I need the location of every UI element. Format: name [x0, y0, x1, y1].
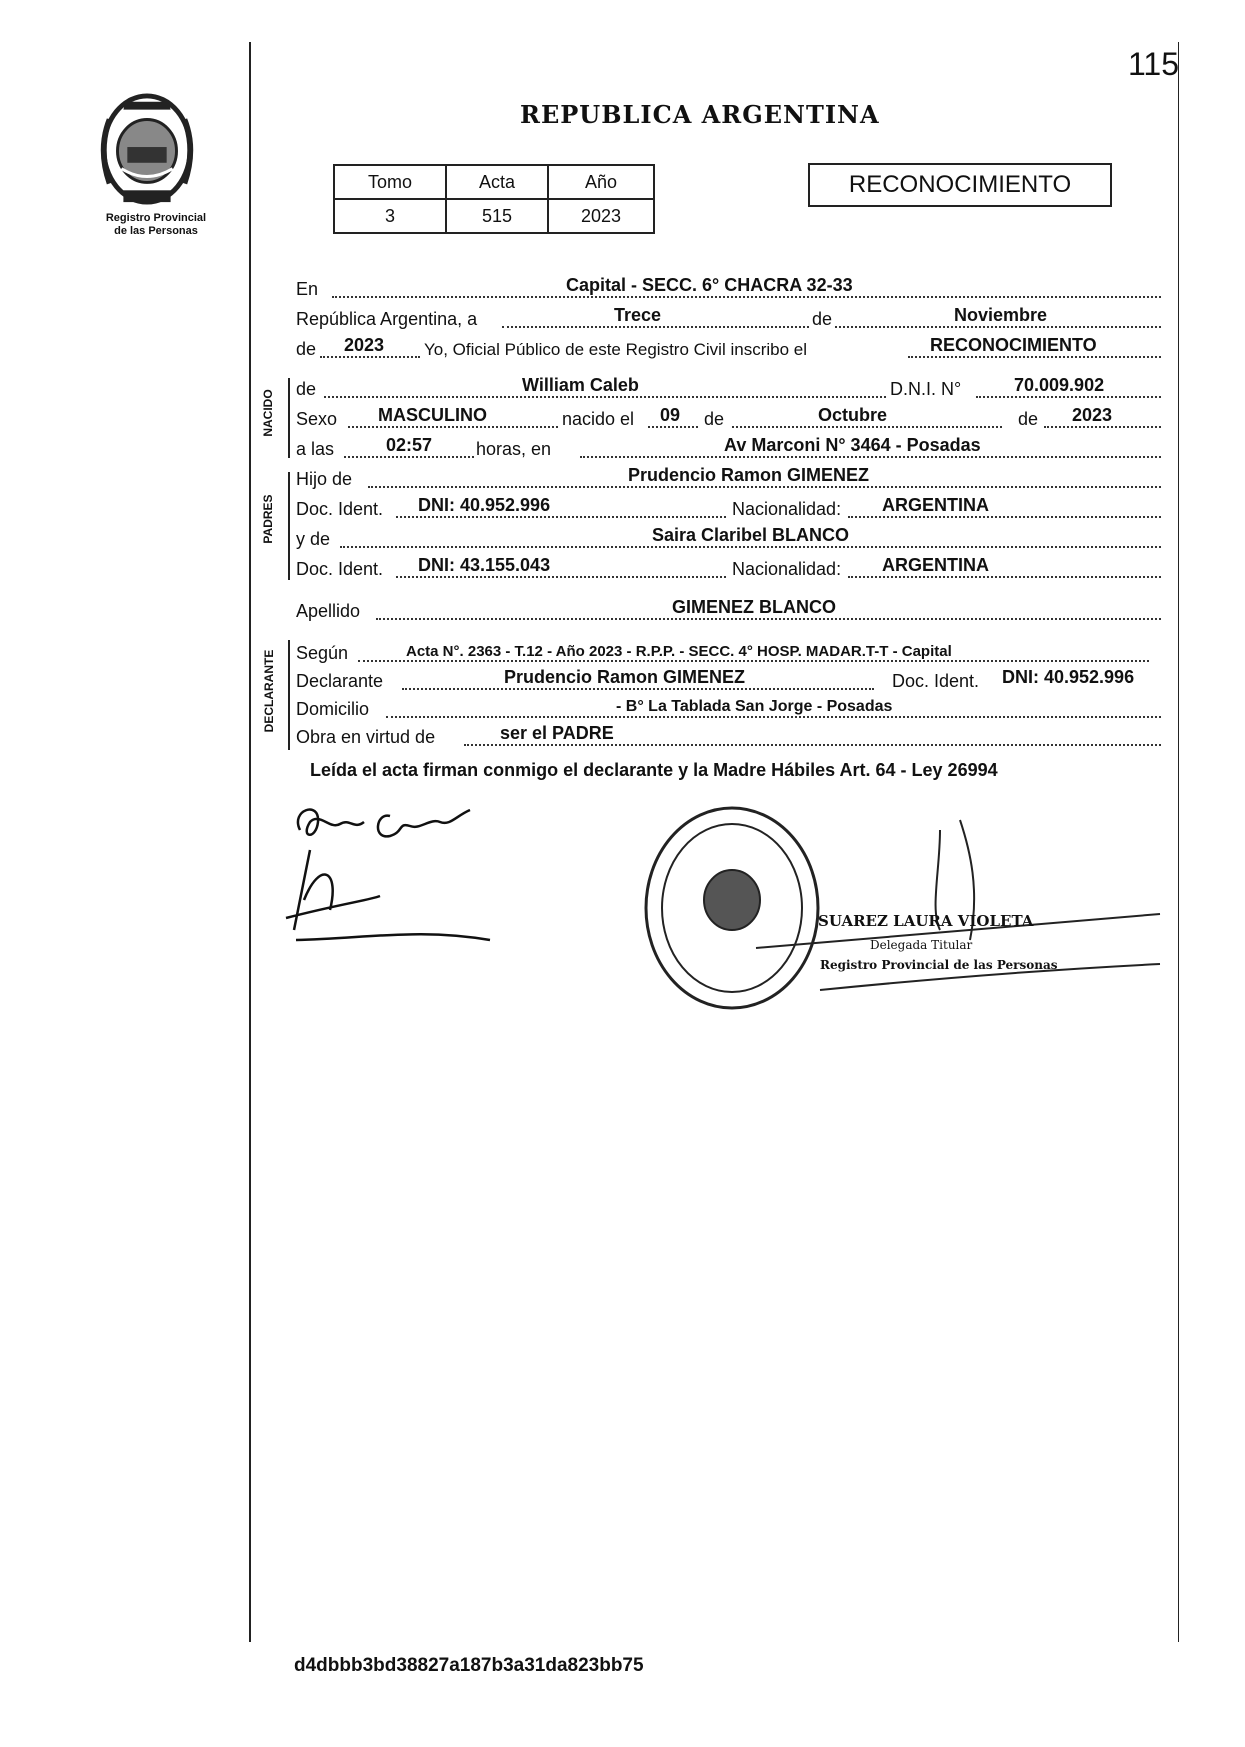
table-header-tomo: Tomo	[334, 165, 446, 199]
row-obra	[296, 720, 1161, 750]
row-padre-doc	[296, 492, 1161, 522]
declarante-doc: DNI: 40.952.996	[1002, 667, 1135, 687]
apellido-label: Apellido	[296, 601, 361, 621]
left-margin-line	[249, 42, 251, 1642]
hijo-label: Hijo de	[296, 469, 353, 489]
provincia-de-misiones-emblem	[88, 90, 206, 208]
domicilio-label: Domicilio	[296, 699, 370, 719]
dots	[320, 356, 420, 358]
registry-label-line1: Registro Provincial	[105, 212, 207, 224]
dots	[358, 660, 1149, 662]
nacionalidad-label: Nacionalidad:	[732, 499, 842, 519]
row-sexo	[296, 402, 1161, 432]
declarante-bracket	[288, 640, 290, 750]
de-label: de	[812, 309, 833, 329]
dia-value: Trece	[614, 305, 662, 325]
dots	[348, 426, 558, 428]
declarante-label: Declarante	[296, 671, 384, 691]
dni-label: D.N.I. N°	[890, 379, 962, 399]
nac-anio-value: 2023	[1072, 405, 1113, 425]
nacido-label: nacido el	[562, 409, 635, 429]
domicilio-value: - B° La Tablada San Jorge - Posadas	[616, 698, 893, 715]
dots	[396, 516, 726, 518]
nombre-value: William Caleb	[522, 375, 639, 395]
row-madre	[296, 522, 1161, 552]
row-declarante	[296, 664, 1161, 694]
dots	[464, 744, 1161, 746]
table-header-anio: Año	[548, 165, 654, 199]
padres-bracket	[288, 472, 290, 580]
nac-dia-value: 09	[660, 405, 681, 425]
row-republica	[296, 302, 1161, 332]
docid-label: Doc. Ident.	[296, 499, 384, 519]
dots	[976, 396, 1161, 398]
table-cell-tomo: 3	[334, 199, 446, 233]
table-header-acta: Acta	[446, 165, 548, 199]
dots	[1044, 426, 1161, 428]
en-label: En	[296, 279, 319, 299]
lugar-nacimiento-value: Av Marconi N° 3464 - Posadas	[724, 435, 981, 455]
hora-value: 02:57	[386, 435, 433, 455]
closing-text: Leída el acta firman conmigo el declarante y la Madre Hábiles Art. 64 - Ley 26994	[310, 760, 998, 780]
docid2-label: Doc. Ident.	[296, 559, 384, 579]
sexo-value: MASCULINO	[378, 405, 487, 425]
document-title: REPUBLICA ARGENTINA	[520, 100, 880, 129]
declarante-signature	[280, 800, 520, 950]
row-nombre	[296, 372, 1161, 402]
row-hora	[296, 432, 1161, 462]
dots	[580, 456, 1161, 458]
inscribo-value: RECONOCIMIENTO	[930, 335, 1097, 355]
dots	[368, 486, 1161, 488]
row-oficial	[296, 332, 1161, 362]
segun-value: Acta N°. 2363 - T.12 - Año 2023 - R.P.P. - SECC. 4° HOSP. MADAR.T-T - Capital	[406, 643, 952, 660]
madre-doc: DNI: 43.155.043	[418, 555, 551, 575]
registry-label	[86, 212, 226, 238]
obra-label: Obra en virtud de	[296, 727, 436, 747]
nacionalidad2-label: Nacionalidad:	[732, 559, 842, 579]
madre-nombre: Saira Claribel BLANCO	[652, 525, 850, 545]
row-madre-doc	[296, 552, 1161, 582]
de4-label: de	[704, 409, 725, 429]
declarante-side-label: DECLARANTE	[262, 649, 276, 733]
row-en	[296, 272, 1161, 302]
row-domicilio	[296, 692, 1161, 722]
apellido-value: GIMENEZ BLANCO	[672, 597, 836, 617]
dni-value: 70.009.902	[1014, 375, 1105, 395]
de2-label: de	[296, 339, 317, 359]
dots	[402, 688, 874, 690]
dots	[324, 396, 886, 398]
dots	[848, 576, 1161, 578]
row-apellido	[296, 594, 1161, 624]
dots	[908, 356, 1161, 358]
padres-side-label: PADRES	[261, 494, 275, 544]
alas-label: a las	[296, 439, 335, 459]
de5-label: de	[1018, 409, 1039, 429]
padre-doc: DNI: 40.952.996	[418, 495, 551, 515]
segun-label: Según	[296, 643, 349, 663]
dots	[848, 516, 1161, 518]
nac-mes-value: Octubre	[818, 405, 888, 425]
padre-nacionalidad: ARGENTINA	[882, 495, 989, 515]
dots	[340, 546, 1161, 548]
dots	[732, 426, 1002, 428]
row-segun	[296, 636, 1161, 666]
sexo-label: Sexo	[296, 409, 338, 429]
docid3-label: Doc. Ident.	[892, 671, 980, 691]
anio-value: 2023	[344, 335, 385, 355]
republica-label: República Argentina, a	[296, 309, 478, 329]
mes-value: Noviembre	[954, 305, 1048, 325]
official-name: SUAREZ LAURA VIOLETA	[818, 912, 1034, 930]
madre-nacionalidad: ARGENTINA	[882, 555, 989, 575]
dots	[648, 426, 698, 428]
table-cell-anio: 2023	[548, 199, 654, 233]
official-role: Delegada Titular	[870, 938, 973, 952]
dots	[386, 716, 1161, 718]
declarante-value: Prudencio Ramon GIMENEZ	[504, 667, 746, 687]
lugar-inscripcion: Capital - SECC. 6° CHACRA 32-33	[566, 275, 853, 295]
de3-label: de	[296, 379, 317, 399]
registry-label-line2: de las Personas	[114, 225, 198, 237]
page-number: 115	[1128, 46, 1180, 82]
nacido-side-label: NACIDO	[261, 389, 275, 437]
official-org: Registro Provincial de las Personas	[820, 958, 1058, 972]
padre-nombre: Prudencio Ramon GIMENEZ	[628, 465, 870, 485]
obra-value: ser el PADRE	[500, 723, 614, 743]
table-cell-acta: 515	[446, 199, 548, 233]
dots	[376, 618, 1161, 620]
row-hijo	[296, 462, 1161, 492]
dots	[344, 456, 474, 458]
yde-label: y de	[296, 529, 331, 549]
dots	[396, 576, 726, 578]
oficial-label: Yo, Oficial Público de este Registro Civil inscribo el	[424, 340, 807, 359]
document-hash: d4dbbb3bd38827a187b3a31da823bb75	[294, 1655, 644, 1676]
act-type-box: RECONOCIMIENTO	[808, 163, 1112, 207]
horas-label: horas, en	[476, 439, 552, 459]
nacido-bracket	[288, 378, 290, 458]
book-table	[333, 164, 655, 234]
dots	[332, 296, 1161, 298]
